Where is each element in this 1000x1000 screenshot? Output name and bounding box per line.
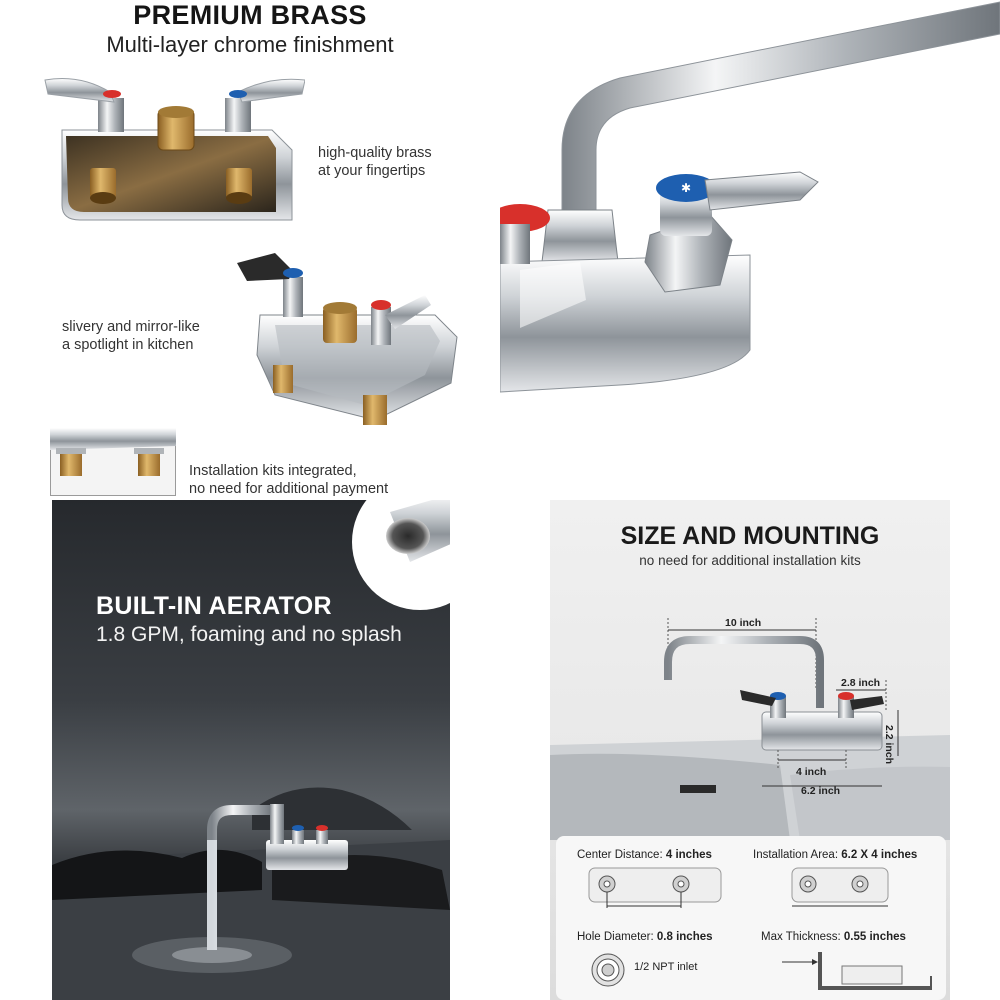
size-title: SIZE AND MOUNTING xyxy=(620,522,880,550)
dim-6-2-inch: 6.2 inch xyxy=(801,785,841,797)
brass-caption-install: Installation kits integrated, no need for additional payment xyxy=(189,463,389,497)
premium-brass-panel xyxy=(0,0,500,500)
size-subtitle: no need for additional installation kits xyxy=(639,553,861,568)
faucet-closeup-panel xyxy=(500,0,1000,500)
aerator-panel xyxy=(52,500,450,1000)
spec-center-distance: Center Distance: 4 inches xyxy=(577,849,712,861)
size-mounting-panel xyxy=(550,500,950,1000)
brass-body-cutaway-image xyxy=(40,70,305,240)
aerator-closeup-image xyxy=(350,500,450,612)
brass-title: PREMIUM BRASS xyxy=(133,0,367,30)
aerator-subtitle: 1.8 GPM, foaming and no splash xyxy=(96,623,402,646)
svg-text:✱: ✱ xyxy=(680,181,692,195)
installation-area-icon xyxy=(788,866,898,910)
dim-2-8-inch: 2.8 inch xyxy=(841,677,881,689)
faucet-closeup-image xyxy=(500,0,1000,500)
spec-hole-diameter: Hole Diameter: 0.8 inches xyxy=(577,931,713,943)
center-distance-icon xyxy=(585,866,725,910)
dim-4-inch: 4 inch xyxy=(796,766,827,778)
brass-caption-quality: high-quality brass at your fingertips xyxy=(318,145,432,179)
npt-inlet-icon xyxy=(588,950,630,990)
npt-inlet-label: 1/2 NPT inlet xyxy=(634,961,698,973)
chrome-body-image xyxy=(235,245,465,440)
water-rocks-scene-image xyxy=(52,770,450,1000)
install-kit-inset-image xyxy=(50,428,176,496)
brass-caption-mirror: slivery and mirror-like a spotlight in kitchen xyxy=(62,319,200,353)
spec-installation-area: Installation Area: 6.2 X 4 inches xyxy=(753,849,918,861)
max-thickness-icon xyxy=(782,948,932,994)
aerator-title: BUILT-IN AERATOR xyxy=(96,592,332,620)
dim-10-inch: 10 inch xyxy=(725,617,762,629)
faucet-dimension-diagram xyxy=(650,610,900,810)
dim-2-2-inch: 2.2 inch xyxy=(883,725,895,765)
brass-subtitle: Multi-layer chrome finishment xyxy=(106,32,394,57)
spec-max-thickness: Max Thickness: 0.55 inches xyxy=(761,931,906,943)
